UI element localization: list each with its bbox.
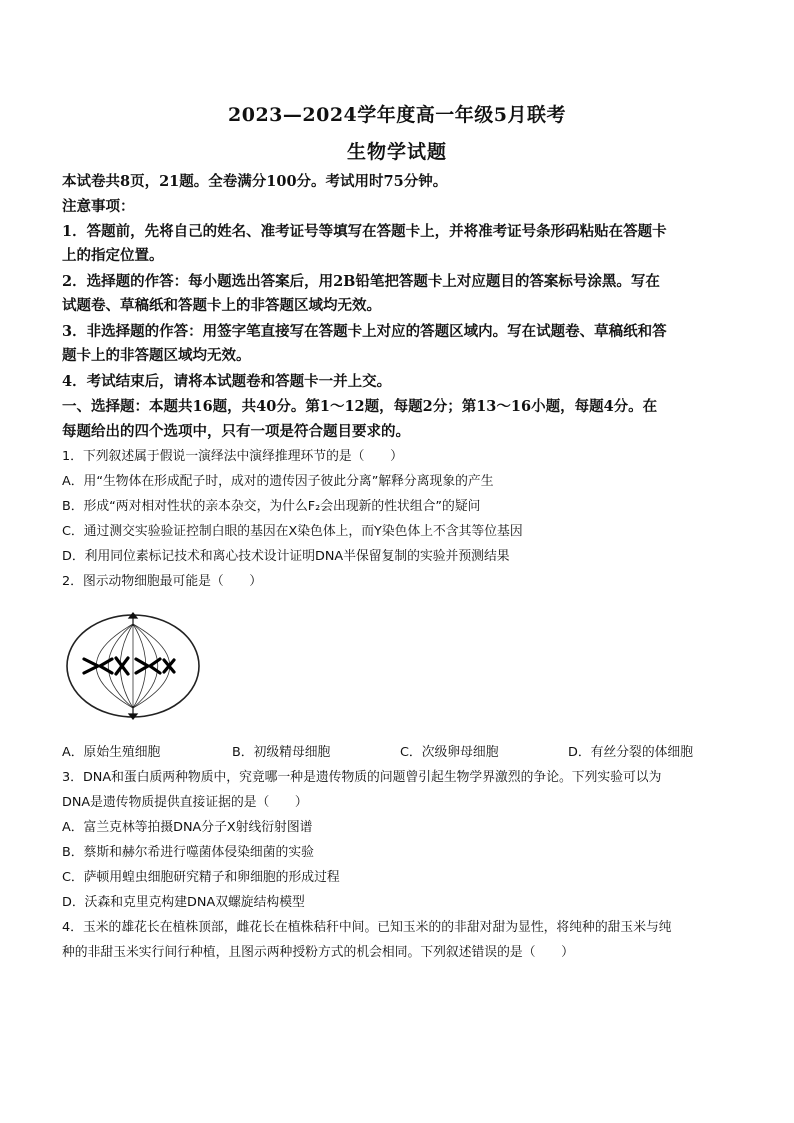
q1-option-d: D．利用同位素标记技术和离心技术设计证明DNA半保留复制的实验并预测结果: [62, 549, 510, 564]
exam-title: 2023—2024学年度高一年级5月联考: [228, 104, 566, 126]
q4-stem: 种的非甜玉米实行间行种植，且图示两种授粉方式的机会相同。下列叙述错误的是（ ）: [62, 945, 574, 960]
q1-option-b: B．形成“两对相对性状的亲本杂交，为什么F₂会出现新的性状组合”的疑问: [62, 499, 481, 514]
notice-heading: 注意事项：: [62, 198, 135, 215]
notice-item: 4．考试结束后，请将本试题卷和答题卡一并上交。: [62, 373, 392, 390]
q3-option-d: D．沃森和克里克构建DNA双螺旋结构模型: [62, 895, 305, 910]
notice-item: 3．非选择题的作答：用签字笔直接写在答题卡上对应的答题区域内。写在试题卷、草稿纸和答: [62, 323, 667, 340]
notice-item: 试题卷、草稿纸和答题卡上的非答题区域均无效。: [62, 297, 381, 314]
notice-item: 上的指定位置。: [62, 247, 164, 264]
q3-option-b: B．蔡斯和赫尔希进行噬菌体侵染细菌的实验: [62, 845, 314, 860]
section-heading: 每题给出的四个选项中，只有一项是符合题目要求的。: [62, 423, 410, 440]
q3-option-c: C．萨顿用蝗虫细胞研究精子和卵细胞的形成过程: [62, 870, 340, 885]
q2-stem: 2．图示动物细胞最可能是（ ）: [62, 574, 263, 589]
exam-intro: 本试卷共8页，21题。全卷满分100分。考试用时75分钟。: [62, 173, 448, 190]
q2-option-b: B．初级精母细胞: [232, 745, 331, 760]
q3-option-a: A．富兰克林等拍摄DNA分子X射线衍射图谱: [62, 820, 313, 835]
notice-item: 1．答题前，先将自己的姓名、准考证号等填写在答题卡上，并将准考证号条形码粘贴在答题卡: [62, 223, 667, 240]
cell-division-figure: [64, 612, 202, 720]
exam-subject: 生物学试题: [346, 141, 447, 163]
q1-stem: 1．下列叙述属于假说一演绎法中演绎推理环节的是（ ）: [62, 449, 403, 464]
q2-option-c: C．次级卵母细胞: [400, 745, 499, 760]
notice-item: 题卡上的非答题区域均无效。: [62, 347, 251, 364]
q2-option-d: D．有丝分裂的体细胞: [568, 745, 694, 760]
q3-stem: 3．DNA和蛋白质两种物质中，究竟哪一种是遗传物质的问题曾引起生物学界激烈的争论。下列实验可以为: [62, 770, 662, 785]
q1-option-a: A．用“生物体在形成配子时，成对的遗传因子彼此分离”解释分离现象的产生: [62, 474, 494, 489]
notice-item: 2．选择题的作答：每小题选出答案后，用2B铅笔把答题卡上对应题目的答案标号涂黑。写在: [62, 273, 660, 290]
q2-option-a: A．原始生殖细胞: [62, 745, 161, 760]
q3-stem: DNA是遗传物质提供直接证据的是（ ）: [62, 795, 308, 810]
section-heading: 一、选择题：本题共16题，共40分。第1～12题，每题2分；第13～16小题，每题4分。在: [62, 398, 658, 415]
q1-option-c: C．通过测交实验验证控制白眼的基因在X染色体上，而Y染色体上不含其等位基因: [62, 524, 523, 539]
q4-stem: 4．玉米的雄花长在植株顶部，雌花长在植株秸秆中间。已知玉米的的非甜对甜为显性，将纯种的甜玉米与纯: [62, 920, 672, 935]
